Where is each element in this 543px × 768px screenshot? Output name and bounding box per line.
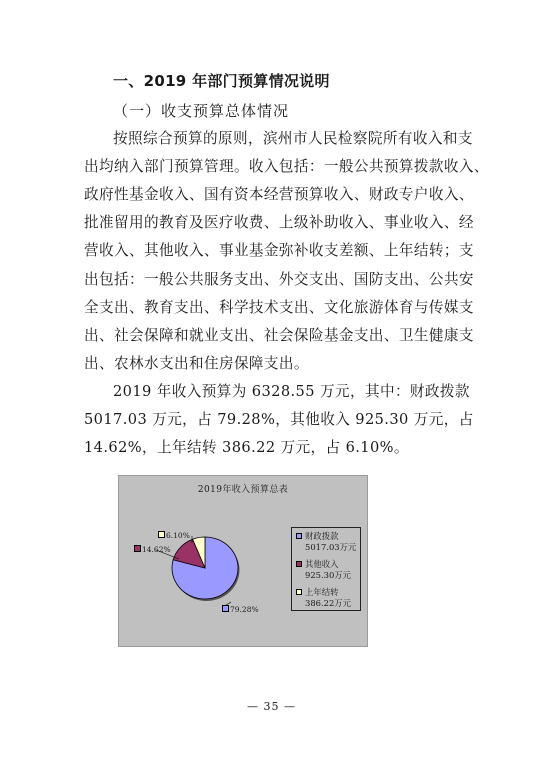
body-line: 政府性基金收入、国有资本经营预算收入、财政专户收入、 [84,186,474,203]
legend-label [305,531,356,552]
legend-swatch [296,533,302,539]
pie-label-text: 14.62% [142,545,171,554]
legend-label [305,559,351,580]
pie-label-swatch [134,545,141,552]
body-line: 出均纳入部门预算管理。收入包括：一般公共预算拨款收入、 [84,158,489,175]
pie-chart [118,475,368,647]
chart-title: 2019年收入预算总表 [197,485,289,495]
body-line: 5017.03 万元，占 79.28%，其他收入 925.30 万元，占 [84,411,474,428]
body-line: 出、农林水支出和住房保障支出。 [84,355,309,372]
pie-percent-label [158,531,190,540]
chart-legend [291,527,361,611]
pie-label-text: 79.28% [230,605,259,614]
body-line: 按照综合预算的原则，滨州市人民检察院所有收入和支 [113,130,473,147]
body-line: 营收入、其他收入、事业基金弥补收支差额、上年结转；支 [84,242,474,259]
legend-label [305,587,351,608]
body-line: 出、社会保障和就业支出、社会保险基金支出、卫生健康支 [84,327,474,344]
legend-series-value: 386.22万元 [305,597,352,608]
body-line: 全支出、教育支出、科学技术支出、文化旅游体育与传媒支 [84,299,474,316]
subsection-heading: （一）收支预算总体情况 [113,102,290,120]
pie-percent-label [222,605,259,614]
legend-series-value: 5017.03万元 [305,541,357,552]
legend-swatch [296,589,302,595]
pie-label-swatch [158,531,165,538]
page-number: — 35 — [247,700,296,713]
legend-swatch [296,561,302,567]
body-line: 出包括：一般公共服务支出、外交支出、国防支出、公共安 [84,271,474,288]
pie-label-swatch [222,605,229,612]
body-line: 2019 年收入预算为 6328.55 万元，其中：财政拨款 [113,383,470,400]
legend-series-name: 上年结转 [305,587,339,597]
body-line: 批准留用的教育及医疗收费、上级补助收入、事业收入、经 [84,214,474,231]
body-line: 14.62%，上年结转 386.22 万元，占 6.10%。 [84,439,409,456]
pie-label-text: 6.10% [166,531,190,540]
legend-series-name: 财政拨款 [305,531,339,541]
pie-percent-label [134,545,171,554]
section-heading: 一、2019 年部门预算情况说明 [113,72,330,90]
legend-series-value: 925.30万元 [305,569,352,580]
legend-series-name: 其他收入 [305,559,339,569]
